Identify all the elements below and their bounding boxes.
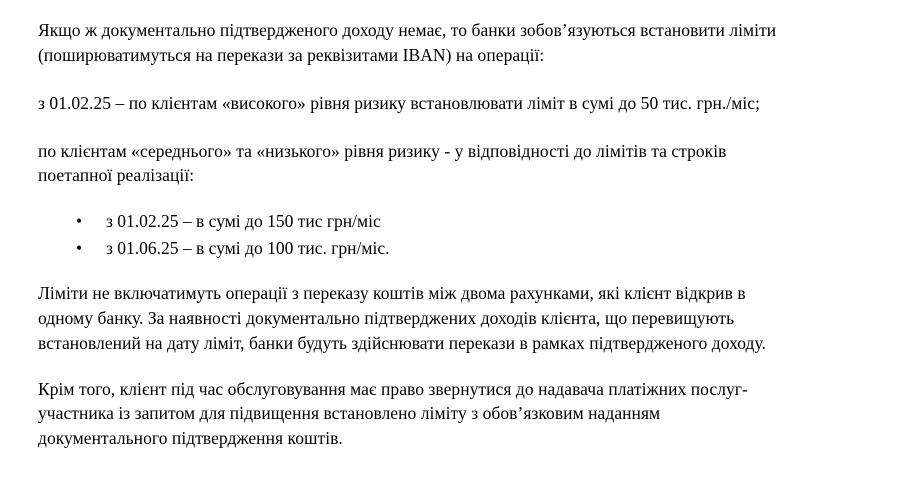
list-item-label: з 01.02.25 – в сумі до 150 тис грн/міс: [106, 211, 381, 232]
bullet-icon: •: [76, 237, 83, 258]
paragraph-high-risk-limit: з 01.02.25 – по клієнтам «високого» рівня ризику встановлювати ліміт в сумі до 50 тис. грн./міс;: [38, 92, 761, 113]
paragraph-limits-exclusions: Ліміти не включатимуть операції з переказу коштів між двома рахунками, які клієнт відкрив в одному банку. За наявності документально підтверджених доходів клієнта, що перевищують встановлений на дату ліміт, банки будуть здійснювати перекази в рамках підтвердженого доходу.: [38, 282, 766, 353]
paragraph-limit-increase-request: Крім того, клієнт під час обслуговування має право звернутися до надавача платіжних послуг-участника із запитом для підвищення встановлено ліміту з обов’язковим наданням документального підтвердження коштів.: [38, 378, 748, 449]
limits-bullet-list: [38, 209, 781, 261]
bullet-icon: •: [76, 211, 83, 232]
paragraph-intro: Якщо ж документально підтвердженого доходу немає, то банки зобов’язуються встановити ліміти (поширюватимуться на перекази за реквізитами IBAN) на операції:: [38, 20, 777, 65]
list-item: [38, 236, 781, 261]
paragraph-medium-low-risk: по клієнтам «середнього» та «низького» рівня ризику - у відповідності до лімітів та строків поетапної реалізації:: [38, 140, 727, 186]
list-item-label: з 01.06.25 – в сумі до 100 тис. грн/міс.: [106, 237, 390, 258]
list-item: [38, 209, 781, 234]
